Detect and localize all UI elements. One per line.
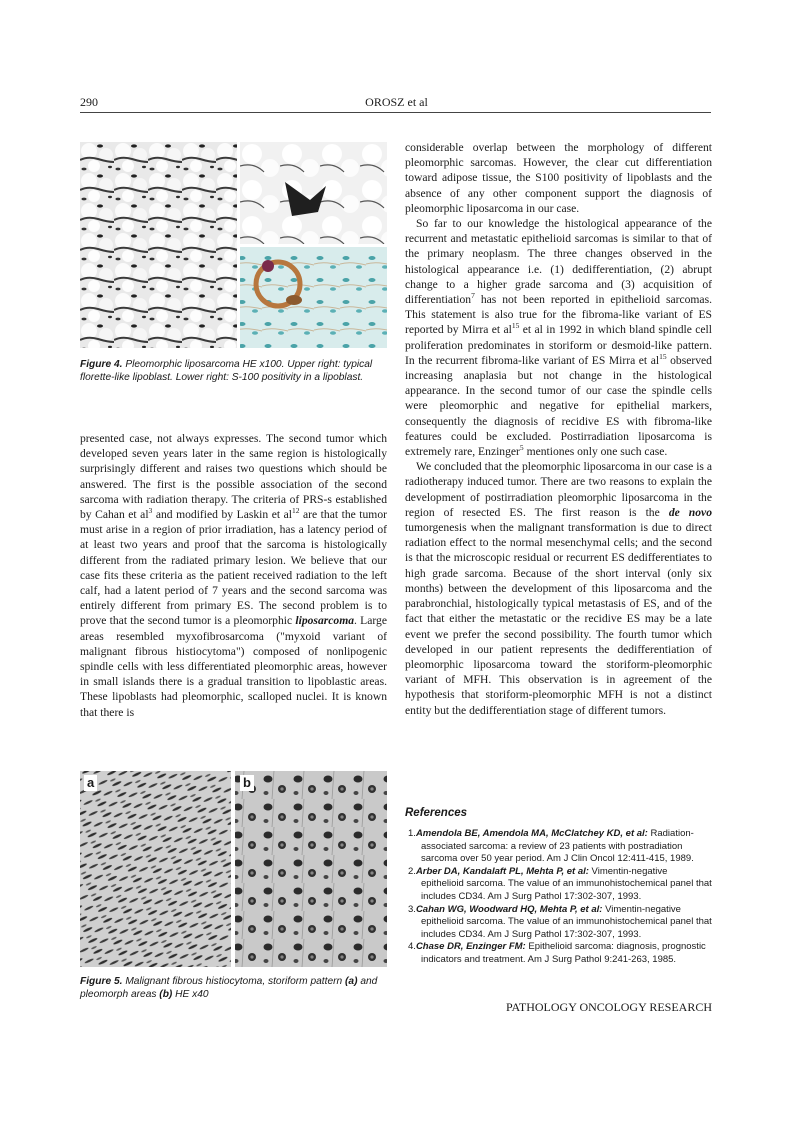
left-column: [80, 431, 387, 720]
figure-5-panel-b-label: b: [240, 775, 254, 791]
figure-5-panel-a: [80, 771, 231, 967]
left-paragraph-1: presented case, not always expresses. The second tumor which developed seven years later in the same region is histologically surprisingly different and raises two questions which should be answered. The first is the possible association of the second sarcoma with radiation therapy. The criteria of PRS-s established by Cahan et $al^3$ and modified by Laskin et $al^{12}$ are that the tumor must arise in a region of prior irradiation, has a latency period of at least two years and proof that the sarcoma is histologically different from the radiated primary lesion. We believe that our case fits these criteria as the patient received radiation to the left calf, had a latent period of 7 years and the second sarcoma was entirely different from primary ES. The second problem is to prove that the second tumor is a pleomorphic liposarcoma. Large areas resembled myxofibrosarcoma ("myxoid variant of malignant fibrous histiocytoma") composed of nonlipogenic spindle cells with less differentiated pleomorphic areas, however in small islands there is a gradual transition to lipoblastic areas. These lipoblasts had pleomorphic, scalloped nuclei. It is known that there is: [80, 432, 387, 719]
figure-4: [80, 142, 387, 348]
figure-4-caption-label: Figure 4.: [80, 359, 123, 370]
references-list: [405, 828, 712, 967]
references-heading: References: [405, 807, 468, 819]
reference-item: 2.Arber DA, Kandalaft PL, Mehta P, et al: Vimentin-negative epithelioid sarcoma. The value of an immunohistochemical panel that includes CD34. Am J Surg Pathol 17:302-307, 1993.: [408, 865, 712, 902]
reference-item: 4.Chase DR, Enzinger FM: Epithelioid sarcoma: diagnosis, prognostic indicators and treatment. Am J Surg Pathol 9:241-263, 1985.: [408, 941, 706, 965]
figure-4-main-panel: [80, 142, 237, 348]
reference-item: 1.Amendola BE, Amendola MA, McClatchey KD, et al: Radiation-associated sarcoma: a review of 23 patients with postradiation sarcoma over 50 year period. Am J Clin Oncol 12:411-415, 1989.: [408, 828, 694, 865]
figure-5-panel-a-label: a: [84, 775, 97, 791]
figure-4-micrographs: [80, 142, 387, 348]
running-title: OROSZ et al: [365, 95, 428, 109]
page-number: 290: [80, 95, 98, 109]
right-column: [405, 140, 712, 718]
figure-5-caption: Figure 5. Malignant fibrous histiocytoma, storiform pattern (a) and pleomorph areas (b) HE x40: [80, 976, 378, 1001]
header-rule: [80, 112, 711, 113]
figure-5-panel-b: [235, 771, 387, 967]
right-paragraph-3: We concluded that the pleomorphic liposarcoma in our case is a radiotherapy induced tumor. There are two reasons to explain the development of postirradiation pleomorphic liposarcoma in the region of resected ES. The first reason is the de novo tumorgenesis when the malignant transformation is due to direct radiation effect to the normal mesenchymal cells; and the second is that the microscopic residual or recurrent ES dedifferentiates to high grade sarcoma. Because of the short interval (only six months) between the development of this liposarcoma and the parabronchial, histologically typical metastasis of ES, and of the fact that either the metastatic or the recidive ES may be a late event we prefer the second possibility. The fourth tumor which developed in our patient represents the dedifferentiation of pleomorphic liposarcoma toward the storiform-pleomorphic variant of MFH. This observation is in agreement of the hypothesis that storiform-pleomorphic MFH is not a distinct entity but the dedifferentiation stage of different tumors.: [405, 460, 712, 717]
figure-5-micrographs: [80, 771, 387, 967]
figure-4-caption: [80, 358, 387, 385]
reference-item: 3.Cahan WG, Woodward HQ, Mehta P, et al: Vimentin-negative epithelioid sarcoma. The value of an immunohistochemical panel that includes CD34. Am J Surg Pathol 17:302-307, 1993.: [408, 903, 712, 940]
figure-4-upper-right-panel: [240, 142, 387, 244]
journal-footer: PATHOLOGY ONCOLOGY RESEARCH: [505, 1000, 712, 1014]
figure-4-caption-text: Pleomorphic liposarcoma HE x100. Upper right: typical florette-like lipoblast. Lower right: S-100 positivity in a lipoblast.: [80, 359, 373, 384]
right-paragraph-1: considerable overlap between the morphology of different pleomorphic sarcomas. However, the clear cut differentiation toward adipose tissue, the S100 positivity of lipoblasts and the absence of any other component support the diagnosis of pleomorphic liposarcoma in our case.: [405, 141, 712, 215]
right-paragraph-2: So far to our knowledge the histological appearance of the recurrent and metastatic epithelioid sarcomas is similar to that of the primary neoplasm. The three changes observed in the histological appearance i.e. (1) dedifferentiation, (2) abrupt change to a higher grade sarcoma and (3) acquisition of differentiation$^7$ has not been reported in epithelioid sarcomas. This statement is also true for the fibroma-like variant of ES reported by Mirra et $al^{15}$ et al in 1992 in which bland spindle cell proliferation predominates in storiform or desmoid-like pattern. In the recurrent fibroma-like variant of ES Mirra et $al^{15}$ observed increasing anaplasia but not change in the histological appearance. In the second tumor of our case the spindle cells were pleomorphic and negative for epithelial markers, consequently the diagnosis of recidive ES with fibroma-like features could be excluded. Postirradiation liposarcoma is extremely rare, Enzinger$^5$ mentiones only one such case.: [405, 217, 713, 459]
figure-5: [80, 771, 387, 967]
